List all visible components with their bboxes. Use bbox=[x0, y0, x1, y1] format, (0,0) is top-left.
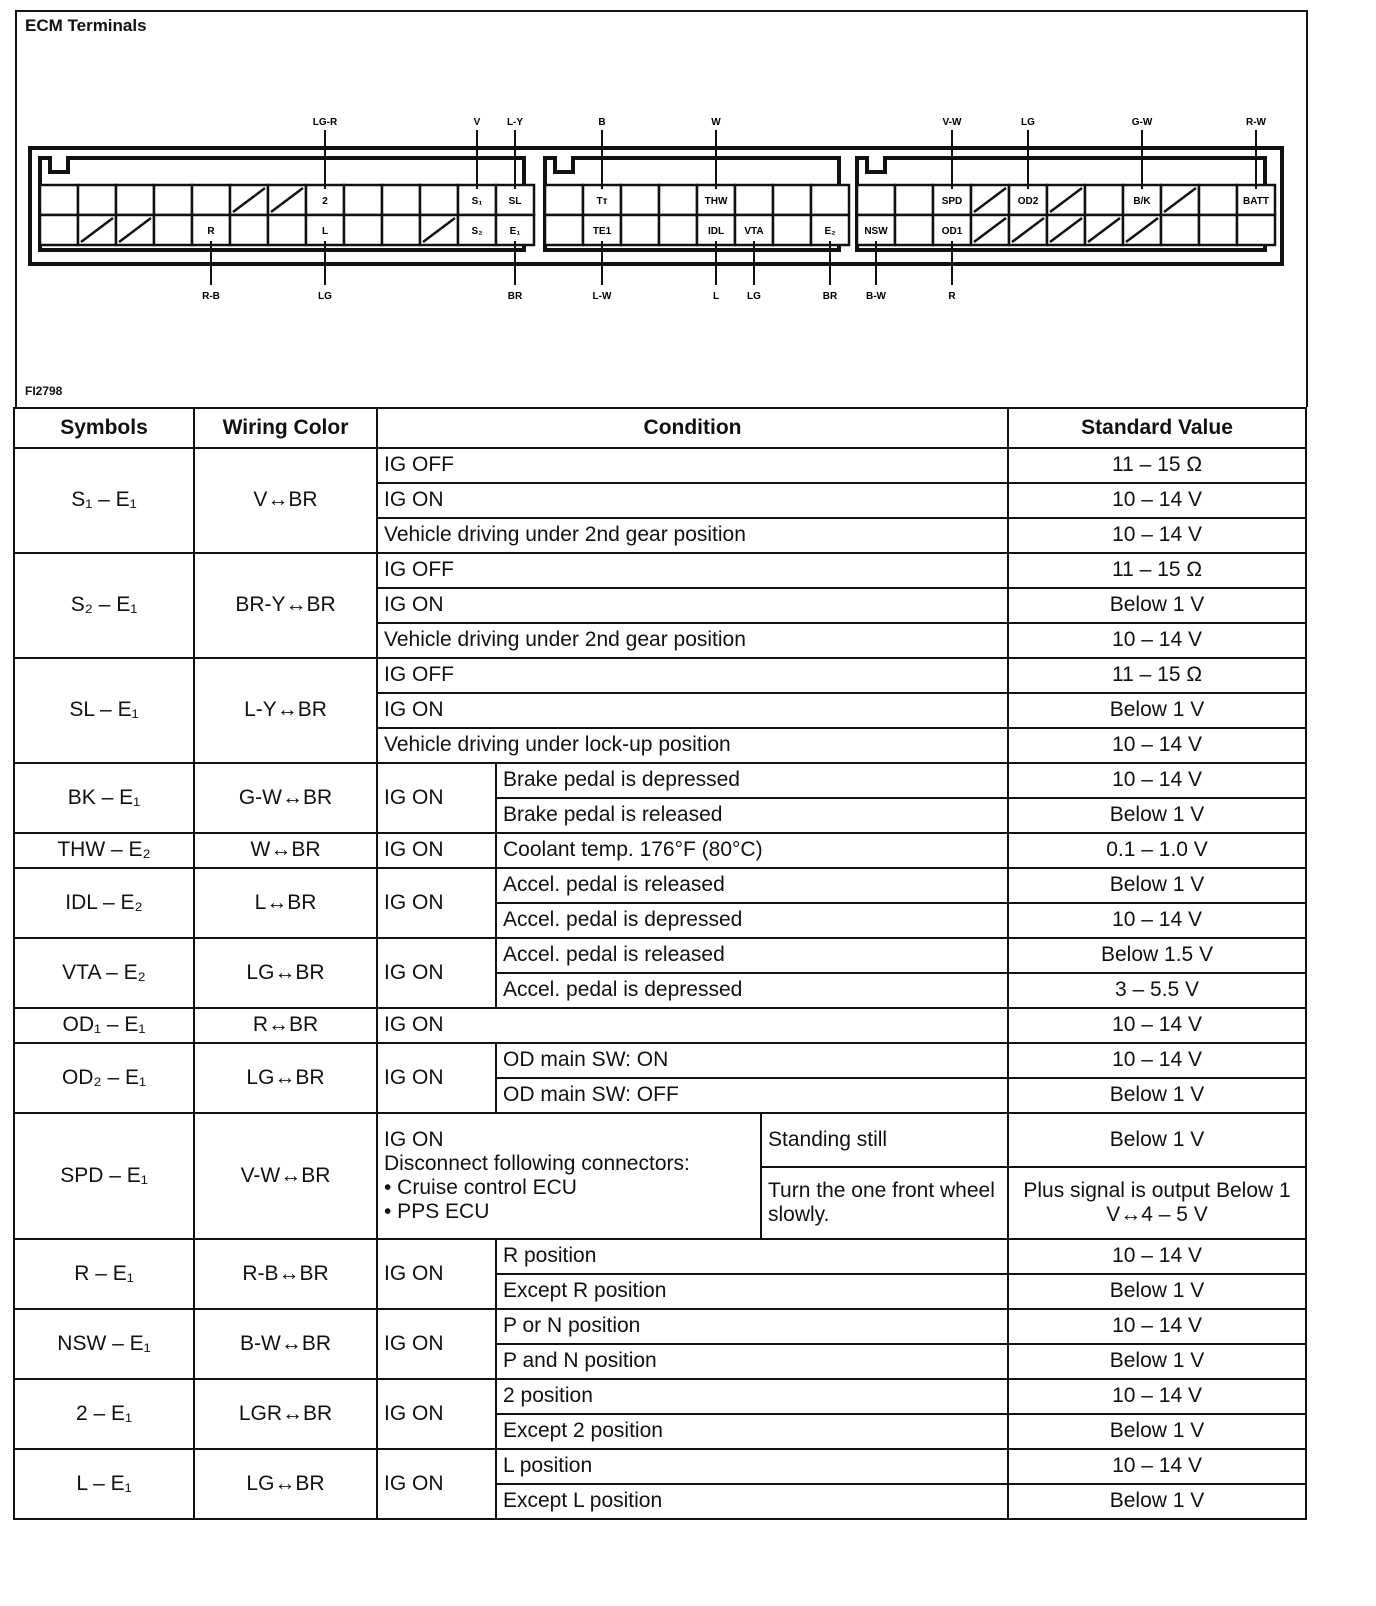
terminal-label: B/K bbox=[1133, 196, 1151, 207]
terminal-cell bbox=[545, 215, 583, 245]
terminal-cell bbox=[773, 185, 811, 215]
wire-color-label: G-W bbox=[1131, 117, 1153, 128]
symbol-cell: BK – E₁ bbox=[14, 763, 194, 833]
standard-value-cell: 10 – 14 V bbox=[1008, 1309, 1306, 1344]
condition-cell: IG ON bbox=[377, 483, 1008, 518]
ignition-condition-cell: IG ON bbox=[377, 1239, 496, 1309]
table-row bbox=[14, 448, 1306, 483]
terminal-label: E₂ bbox=[824, 226, 836, 237]
symbol-cell: SL – E₁ bbox=[14, 658, 194, 763]
terminal-cell bbox=[1085, 185, 1123, 215]
sub-condition-cell: Brake pedal is depressed bbox=[496, 763, 1008, 798]
terminal-cell bbox=[78, 185, 116, 215]
standard-value-cell: 11 – 15 Ω bbox=[1008, 658, 1306, 693]
terminal-cell bbox=[1161, 215, 1199, 245]
terminal-cell bbox=[735, 185, 773, 215]
sub-condition-cell: Accel. pedal is depressed bbox=[496, 973, 1008, 1008]
ecm-terminal-table bbox=[13, 407, 1307, 1520]
standard-value-cell: 10 – 14 V bbox=[1008, 1239, 1306, 1274]
table-row bbox=[14, 1309, 1306, 1344]
table-row bbox=[14, 938, 1306, 973]
wiring-color-cell: LGR↔BR bbox=[194, 1379, 377, 1449]
condition-cell: IG ON bbox=[377, 588, 1008, 623]
condition-cell: Vehicle driving under lock-up position bbox=[377, 728, 1008, 763]
terminal-label: IDL bbox=[707, 226, 725, 237]
standard-value-cell: 10 – 14 V bbox=[1008, 518, 1306, 553]
standard-value-cell: Below 1.5 V bbox=[1008, 938, 1306, 973]
wiring-color-cell: V-W↔BR bbox=[194, 1113, 377, 1239]
terminal-cell bbox=[811, 185, 849, 215]
ignition-condition-cell: IG ON bbox=[377, 868, 496, 938]
standard-value-cell: 3 – 5.5 V bbox=[1008, 973, 1306, 1008]
wire-color-label: R-B bbox=[202, 291, 220, 302]
wiring-color-cell: L↔BR bbox=[194, 868, 377, 938]
standard-value-cell: Below 1 V bbox=[1008, 1113, 1306, 1167]
standard-value-cell: Below 1 V bbox=[1008, 1414, 1306, 1449]
standard-value-cell: Below 1 V bbox=[1008, 1344, 1306, 1379]
terminal-label: VTA bbox=[744, 226, 764, 237]
condition-line: • PPS ECU bbox=[384, 1200, 490, 1224]
symbol-cell: OD₂ – E₁ bbox=[14, 1043, 194, 1113]
header-wiring-color: Wiring Color bbox=[194, 408, 377, 448]
sub-condition-cell: Brake pedal is released bbox=[496, 798, 1008, 833]
sub-condition-cell: OD main SW: OFF bbox=[496, 1078, 1008, 1113]
sub-condition-cell: P or N position bbox=[496, 1309, 1008, 1344]
table-row bbox=[14, 833, 1306, 868]
wire-color-label: BR bbox=[507, 291, 523, 302]
wire-color-label: V-W bbox=[942, 117, 962, 128]
terminal-cell bbox=[192, 185, 230, 215]
sub-condition-cell: Accel. pedal is released bbox=[496, 938, 1008, 973]
terminal-cell bbox=[857, 185, 895, 215]
wiring-color-cell: LG↔BR bbox=[194, 1043, 377, 1113]
terminal-cell bbox=[621, 185, 659, 215]
terminal-cell bbox=[1237, 215, 1275, 245]
table-header-row bbox=[14, 408, 1306, 448]
ignition-condition-cell: IG ON bbox=[377, 938, 496, 1008]
sub-condition-cell: P and N position bbox=[496, 1344, 1008, 1379]
condition-line: IG ON bbox=[384, 1127, 444, 1151]
terminal-label: E₁ bbox=[509, 226, 521, 237]
sub-condition-cell: Coolant temp. 176°F (80°C) bbox=[496, 833, 1008, 868]
wiring-color-cell: L-Y↔BR bbox=[194, 658, 377, 763]
table-row bbox=[14, 1113, 1306, 1167]
sub-condition-cell: R position bbox=[496, 1239, 1008, 1274]
terminal-label: OD2 bbox=[1017, 196, 1039, 207]
terminal-label: R bbox=[207, 226, 215, 237]
standard-value-cell: Below 1 V bbox=[1008, 1484, 1306, 1519]
wire-color-label: L-Y bbox=[506, 117, 524, 128]
terminal-label: OD1 bbox=[941, 226, 963, 237]
table-row bbox=[14, 868, 1306, 903]
ignition-condition-cell: IG ON bbox=[377, 763, 496, 833]
terminal-cell bbox=[154, 215, 192, 245]
standard-value-cell: 10 – 14 V bbox=[1008, 1043, 1306, 1078]
standard-value-cell: Below 1 V bbox=[1008, 693, 1306, 728]
symbol-cell: OD₁ – E₁ bbox=[14, 1008, 194, 1043]
header-symbols: Symbols bbox=[14, 408, 194, 448]
terminal-cell bbox=[154, 185, 192, 215]
wiring-color-cell: BR-Y↔BR bbox=[194, 553, 377, 658]
sub-condition-cell: 2 position bbox=[496, 1379, 1008, 1414]
terminal-label: Tᴛ bbox=[596, 196, 608, 207]
table-row bbox=[14, 658, 1306, 693]
condition-cell: IG OFF bbox=[377, 553, 1008, 588]
wire-color-label: V bbox=[473, 117, 481, 128]
wire-color-label: B-W bbox=[866, 291, 886, 302]
terminal-label: S₁ bbox=[471, 196, 483, 207]
symbol-cell: 2 – E₁ bbox=[14, 1379, 194, 1449]
figure-id: FI2798 bbox=[25, 384, 63, 398]
wire-color-label: LG bbox=[1021, 117, 1035, 128]
wiring-color-cell: R↔BR bbox=[194, 1008, 377, 1043]
sub-condition-cell: Accel. pedal is depressed bbox=[496, 903, 1008, 938]
standard-value-cell: Below 1 V bbox=[1008, 798, 1306, 833]
terminal-label: THW bbox=[704, 196, 728, 207]
terminal-cell bbox=[1199, 185, 1237, 215]
sub-condition-cell: Standing still bbox=[761, 1113, 1008, 1167]
terminal-cell bbox=[895, 215, 933, 245]
symbol-cell: VTA – E₂ bbox=[14, 938, 194, 1008]
wiring-color-cell: R-B↔BR bbox=[194, 1239, 377, 1309]
table-row bbox=[14, 1379, 1306, 1414]
terminal-cell bbox=[116, 185, 154, 215]
terminal-cell bbox=[621, 215, 659, 245]
condition-line: • Cruise control ECU bbox=[384, 1176, 577, 1199]
symbol-cell: S₁ – E₁ bbox=[14, 448, 194, 553]
sub-condition-cell: Except R position bbox=[496, 1274, 1008, 1309]
symbol-cell: NSW – E₁ bbox=[14, 1309, 194, 1379]
terminal-label: L bbox=[321, 226, 329, 237]
sub-condition-cell: L position bbox=[496, 1449, 1008, 1484]
connector-drawing bbox=[0, 0, 1376, 400]
wire-color-label: LG-R bbox=[312, 117, 338, 128]
standard-value-cell: Below 1 V bbox=[1008, 1078, 1306, 1113]
table-row bbox=[14, 763, 1306, 798]
condition-cell: IG OFF bbox=[377, 658, 1008, 693]
condition-cell: Vehicle driving under 2nd gear position bbox=[377, 518, 1008, 553]
condition-cell: IG ON bbox=[377, 1008, 1008, 1043]
terminal-cell bbox=[545, 185, 583, 215]
ignition-condition-cell: IG ON bbox=[377, 1043, 496, 1113]
terminal-label: NSW bbox=[864, 226, 888, 237]
wiring-color-cell: W↔BR bbox=[194, 833, 377, 868]
standard-value-cell: 11 – 15 Ω bbox=[1008, 448, 1306, 483]
terminal-cell bbox=[659, 215, 697, 245]
standard-value-cell: 10 – 14 V bbox=[1008, 1008, 1306, 1043]
condition-line: Disconnect following connectors: bbox=[384, 1151, 690, 1175]
terminal-cell bbox=[344, 215, 382, 245]
symbol-cell: L – E₁ bbox=[14, 1449, 194, 1519]
symbol-cell: S₂ – E₁ bbox=[14, 553, 194, 658]
standard-value-cell: 10 – 14 V bbox=[1008, 1379, 1306, 1414]
condition-cell: IG OFF bbox=[377, 448, 1008, 483]
standard-value-cell: 11 – 15 Ω bbox=[1008, 553, 1306, 588]
ignition-condition-cell: IG ON bbox=[377, 1379, 496, 1449]
sub-condition-cell: Turn the one front wheel slowly. bbox=[761, 1167, 1008, 1239]
wiring-color-cell: LG↔BR bbox=[194, 1449, 377, 1519]
terminal-label: S₂ bbox=[471, 226, 483, 237]
terminal-cell bbox=[420, 185, 458, 215]
wire-color-label: B bbox=[598, 117, 606, 128]
symbol-cell: THW – E₂ bbox=[14, 833, 194, 868]
terminal-cell bbox=[382, 185, 420, 215]
diagram-title: ECM Terminals bbox=[25, 16, 147, 35]
standard-value-cell: Below 1 V bbox=[1008, 588, 1306, 623]
table-row bbox=[14, 1239, 1306, 1274]
terminal-label: SPD bbox=[941, 196, 963, 207]
terminal-cell bbox=[40, 185, 78, 215]
standard-value-cell: Plus signal is output Below 1 V↔4 – 5 V bbox=[1008, 1167, 1306, 1239]
condition-cell: IG ON bbox=[377, 693, 1008, 728]
standard-value-cell: Below 1 V bbox=[1008, 1274, 1306, 1309]
sub-condition-cell: OD main SW: ON bbox=[496, 1043, 1008, 1078]
wire-color-label: LG bbox=[318, 291, 332, 302]
terminal-cell bbox=[268, 215, 306, 245]
ignition-condition-cell: IG ON bbox=[377, 833, 496, 868]
wire-color-label: L bbox=[712, 291, 720, 302]
standard-value-cell: 10 – 14 V bbox=[1008, 763, 1306, 798]
terminal-cell bbox=[659, 185, 697, 215]
wire-color-label: LG bbox=[747, 291, 761, 302]
terminal-cell bbox=[230, 215, 268, 245]
wire-color-label: R bbox=[948, 291, 956, 302]
terminal-label: 2 bbox=[322, 196, 328, 207]
terminal-cell bbox=[773, 215, 811, 245]
wire-color-label: W bbox=[711, 117, 721, 128]
header-condition: Condition bbox=[377, 408, 1008, 448]
table-row bbox=[14, 1043, 1306, 1078]
wiring-color-cell: B-W↔BR bbox=[194, 1309, 377, 1379]
header-standard-value: Standard Value bbox=[1008, 408, 1306, 448]
terminal-cell bbox=[1199, 215, 1237, 245]
symbol-cell: R – E₁ bbox=[14, 1239, 194, 1309]
terminal-cell bbox=[895, 185, 933, 215]
symbol-cell: IDL – E₂ bbox=[14, 868, 194, 938]
spd-condition-cell bbox=[377, 1113, 761, 1239]
table-row bbox=[14, 1008, 1306, 1043]
standard-value-cell: 10 – 14 V bbox=[1008, 623, 1306, 658]
standard-value-cell: 10 – 14 V bbox=[1008, 1449, 1306, 1484]
terminal-label: SL bbox=[508, 196, 522, 207]
terminal-cell bbox=[382, 215, 420, 245]
ignition-condition-cell: IG ON bbox=[377, 1309, 496, 1379]
standard-value-cell: 10 – 14 V bbox=[1008, 903, 1306, 938]
standard-value-cell: 10 – 14 V bbox=[1008, 483, 1306, 518]
sub-condition-cell: Except 2 position bbox=[496, 1414, 1008, 1449]
sub-condition-cell: Except L position bbox=[496, 1484, 1008, 1519]
standard-value-cell: 0.1 – 1.0 V bbox=[1008, 833, 1306, 868]
condition-cell: Vehicle driving under 2nd gear position bbox=[377, 623, 1008, 658]
terminal-label: BATT bbox=[1243, 196, 1269, 207]
wire-color-label: L-W bbox=[592, 291, 612, 302]
symbol-cell: SPD – E₁ bbox=[14, 1113, 194, 1239]
terminal-label: TE1 bbox=[592, 226, 612, 237]
wire-color-label: BR bbox=[822, 291, 838, 302]
terminal-cell bbox=[344, 185, 382, 215]
sub-condition-cell: Accel. pedal is released bbox=[496, 868, 1008, 903]
wire-color-label: R-W bbox=[1246, 117, 1266, 128]
wiring-color-cell: V↔BR bbox=[194, 448, 377, 553]
table-row bbox=[14, 553, 1306, 588]
wiring-color-cell: G-W↔BR bbox=[194, 763, 377, 833]
table-row bbox=[14, 1449, 1306, 1484]
standard-value-cell: 10 – 14 V bbox=[1008, 728, 1306, 763]
terminal-cell bbox=[40, 215, 78, 245]
wiring-color-cell: LG↔BR bbox=[194, 938, 377, 1008]
ignition-condition-cell: IG ON bbox=[377, 1449, 496, 1519]
standard-value-cell: Below 1 V bbox=[1008, 868, 1306, 903]
